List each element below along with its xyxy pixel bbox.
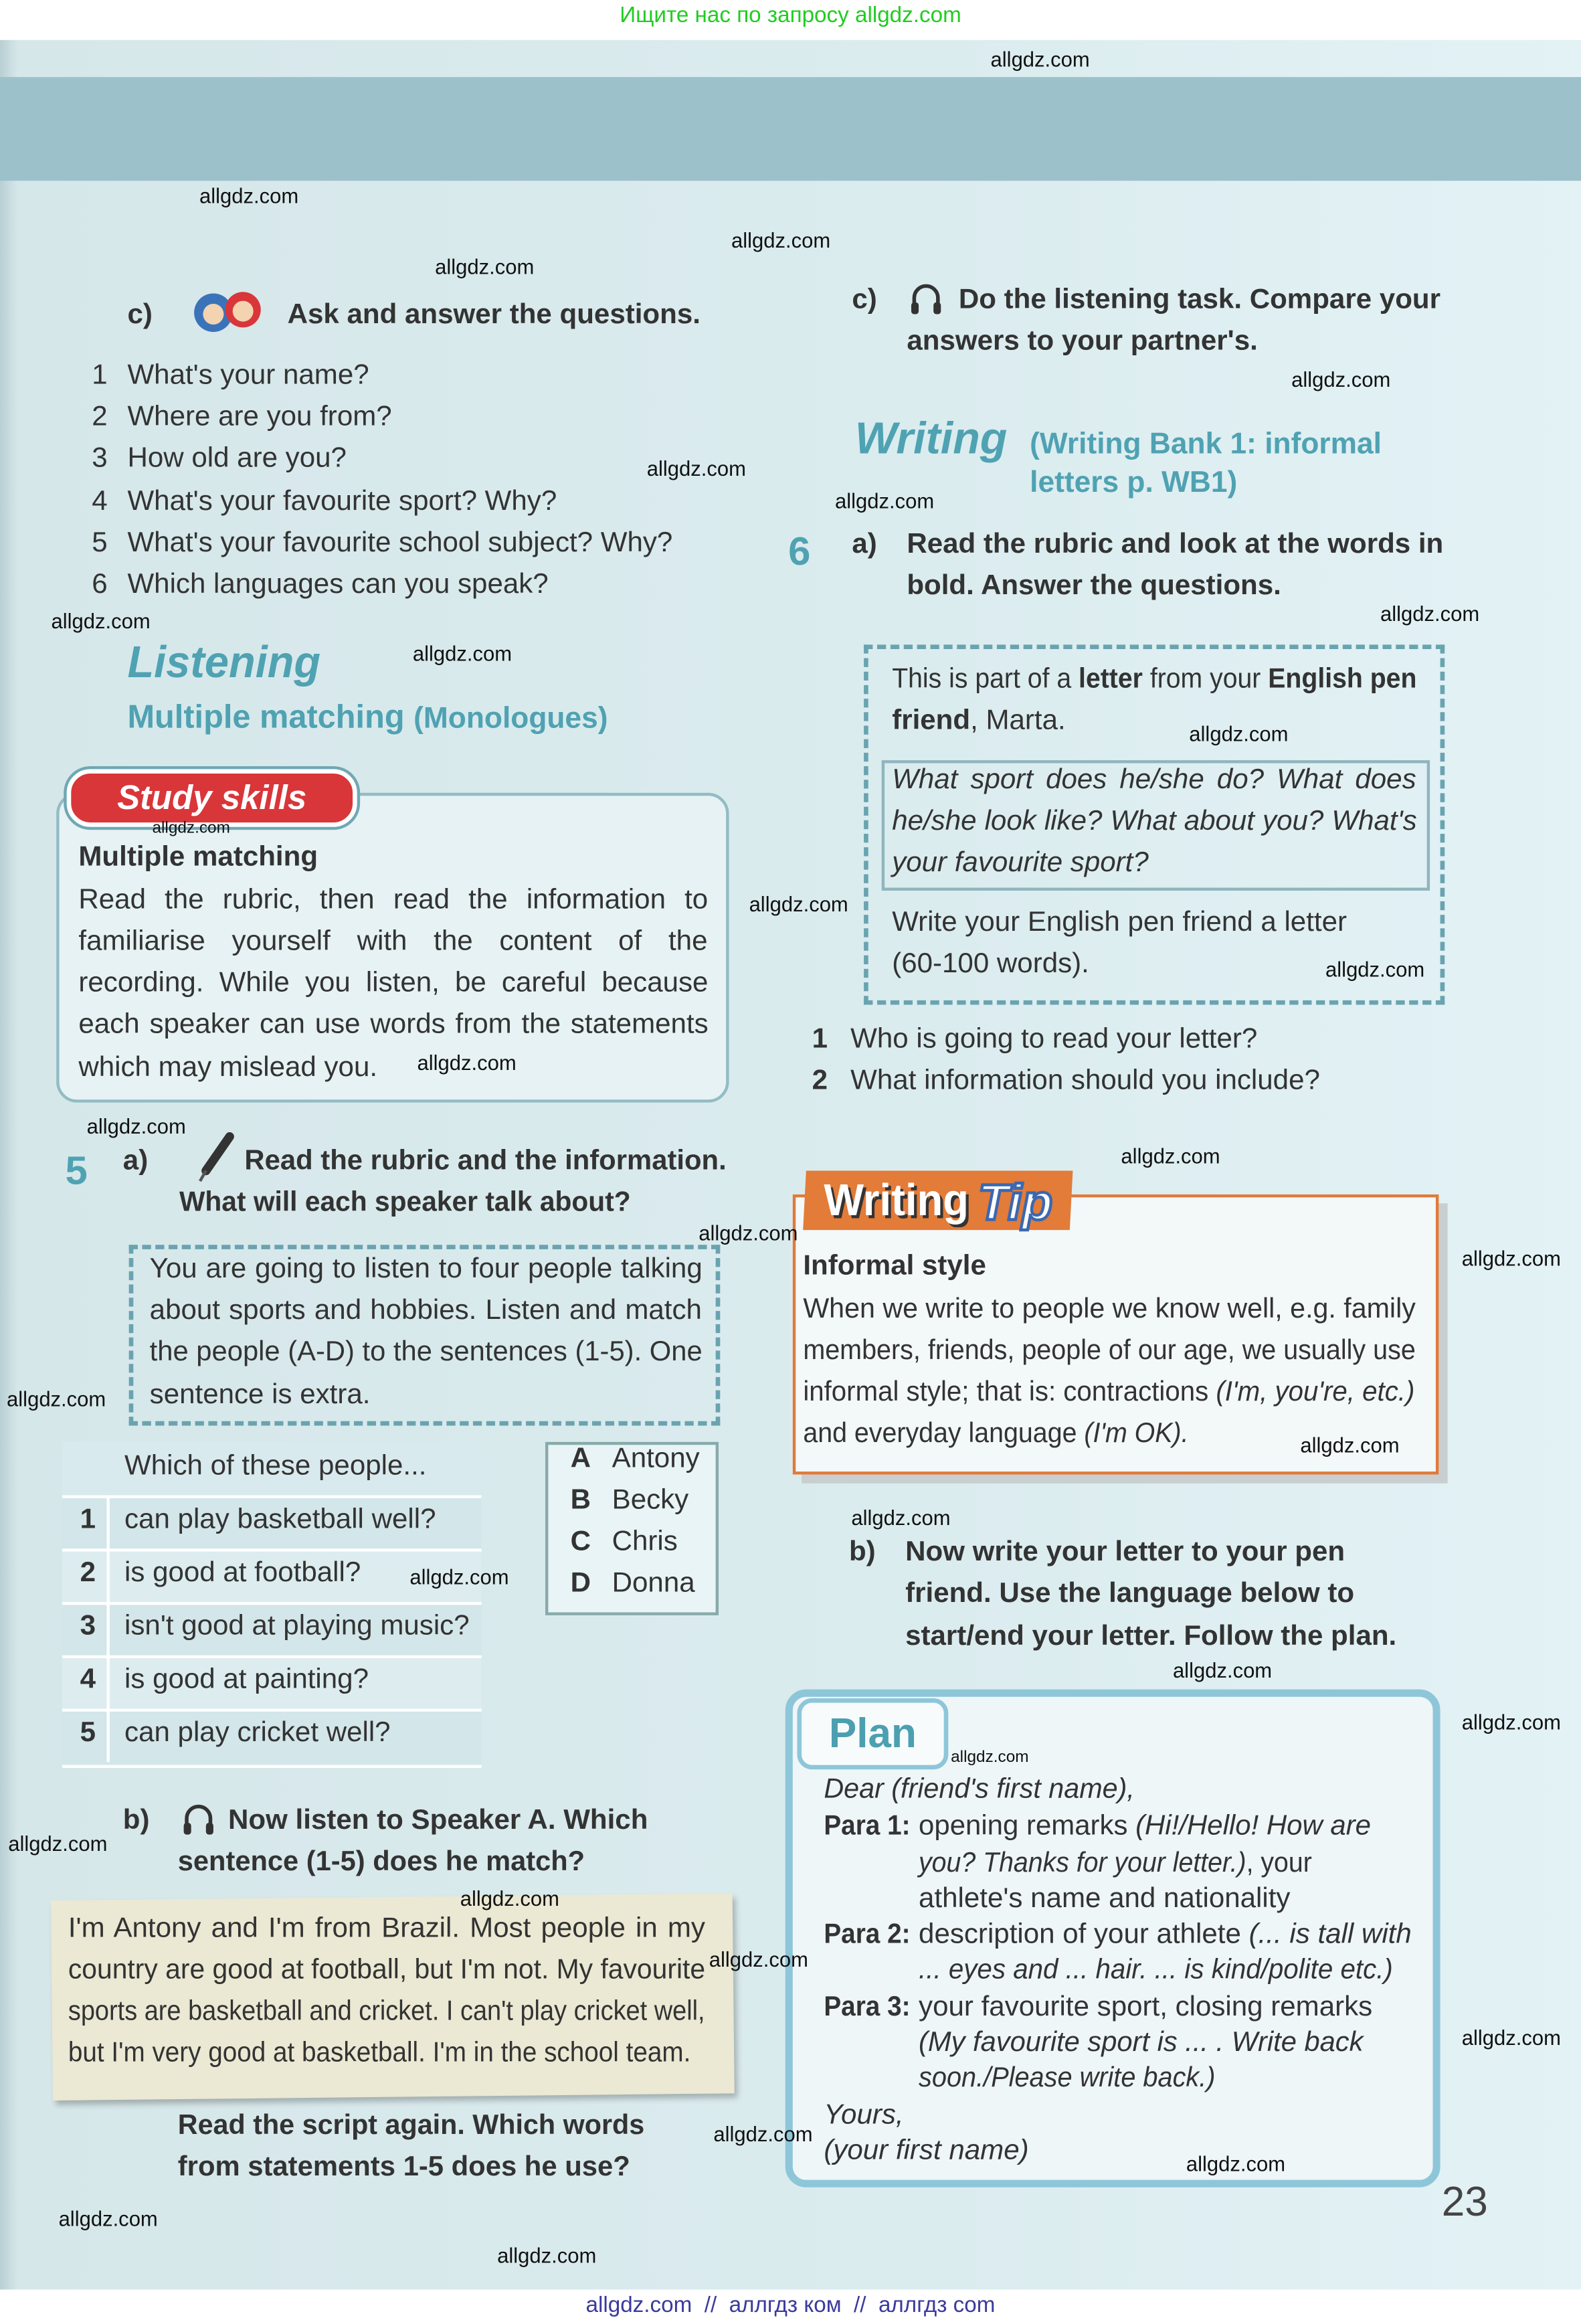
script-line: country are good at football, but I'm not. My favourite [68, 1955, 706, 1986]
writing-tip-heading: Informal style [803, 1251, 986, 1282]
watermark-text: allgdz.com [749, 892, 848, 916]
rubric-line: You are going to listen to four people talking [149, 1253, 703, 1285]
person-letter: D [570, 1568, 591, 1599]
writing-tip-line: members, friends, people of our age, we usually use [803, 1335, 1416, 1366]
watermark-text: allgdz.com [1461, 2026, 1561, 2050]
italic-text: you? Thanks for your letter.) [919, 1848, 1246, 1880]
italic-text: (... is tall with [1248, 1918, 1412, 1951]
question-text: Who is going to read your letter? [850, 1024, 1258, 1055]
writing-tip-badge-tip: Tip [978, 1175, 1053, 1232]
rubric-line: the people (A-D) to the sentences (1-5). One [149, 1336, 703, 1368]
bold-word: friend [892, 705, 971, 737]
top-banner[interactable]: Ищите нас по запросу allgdz.com [620, 3, 961, 29]
writing-heading: Writing [854, 415, 1008, 464]
text: and everyday language [803, 1418, 1085, 1449]
letter-question-line: he/she look like? What about you? What's [892, 806, 1417, 838]
footer-links[interactable]: allgdz.com // аллгдз ком // аллгдз com [585, 2292, 996, 2318]
study-skills-line: each speaker can use words from the statements [78, 1009, 709, 1041]
question-number: 6 [92, 569, 108, 600]
watermark-text: allgdz.com [1461, 1710, 1561, 1734]
question-text: What information should you include? [850, 1065, 1320, 1097]
row-number: 3 [80, 1611, 96, 1642]
watermark-text: allgdz.com [1121, 1144, 1220, 1168]
ex6b-label: b) [848, 1536, 876, 1569]
watermark-text: allgdz.com [646, 456, 746, 480]
writing-tip-line: When we write to people we know well, e.g. family [803, 1293, 1416, 1325]
person-name: Chris [612, 1526, 678, 1558]
ex6b-line: friend. Use the language below to [905, 1578, 1355, 1610]
question-text: What's your favourite school subject? Why? [127, 527, 673, 559]
watermark-text: allgdz.com [51, 609, 151, 633]
letter-rubric-line1 [892, 662, 1416, 698]
text: opening remarks [919, 1811, 1136, 1842]
question-text: Which languages can you speak? [127, 569, 549, 600]
letter-task-line1: Write your English pen friend a letter [892, 907, 1347, 938]
watermark-text: allgdz.com [1291, 367, 1391, 391]
person-name: Becky [612, 1485, 689, 1516]
ex5b-line1: Now listen to Speaker A. Which [228, 1805, 648, 1836]
right-c-label: c) [852, 284, 877, 316]
italic-text: (I'm, you're, etc.) [1216, 1376, 1415, 1408]
person-letter: A [570, 1443, 591, 1475]
ex6a-label: a) [852, 529, 877, 561]
question-text: How old are you? [127, 443, 347, 474]
text: from your [1142, 664, 1269, 695]
ex-c-instruction: Ask and answer the questions. [287, 299, 701, 331]
watermark-text: allgdz.com [8, 1831, 108, 1856]
bold-word: letter [1079, 664, 1143, 695]
watermark-text: allgdz.com [1461, 1246, 1561, 1270]
writing-tip-line [803, 1417, 1188, 1452]
headphones-icon [181, 1802, 216, 1838]
watermark-text: allgdz.com [951, 1749, 1029, 1767]
para3-label: Para 3: [824, 1991, 911, 2023]
ex6a-line1: Read the rubric and look at the words in [907, 529, 1444, 561]
writing-ref-line1: (Writing Bank 1: informal [1030, 428, 1382, 461]
question-number: 2 [812, 1065, 828, 1097]
watermark-text: allgdz.com [709, 1947, 808, 1971]
row-text: is good at football? [124, 1557, 361, 1589]
ex5b-line2: sentence (1-5) does he match? [177, 1846, 585, 1878]
ex6a-line2: bold. Answer the questions. [907, 570, 1281, 602]
question-number: 4 [92, 486, 108, 517]
question-number: 2 [92, 401, 108, 433]
table-divider [106, 1496, 109, 1763]
watermark-text: allgdz.com [58, 2206, 158, 2230]
headphones-icon [909, 282, 944, 317]
right-c-line2: answers to your partner's. [907, 326, 1258, 357]
watermark-text: allgdz.com [699, 1221, 798, 1245]
text: description of your athlete [919, 1918, 1249, 1951]
script-line: but I'm very good at basketball. I'm in the school team. [68, 2038, 691, 2069]
question-number: 5 [92, 527, 108, 559]
pair-talk-icon [187, 289, 270, 337]
bold-word: English pen [1268, 664, 1417, 695]
watermark-text: allgdz.com [7, 1387, 106, 1411]
right-c-line1: Do the listening task. Compare your [958, 284, 1440, 316]
row-number: 2 [80, 1557, 96, 1589]
watermark-text: allgdz.com [460, 1886, 559, 1910]
letter-rubric-line2 [892, 704, 1066, 739]
ex-c-label: c) [127, 299, 153, 331]
ex5a-line1: Read the rubric and the information. [244, 1145, 727, 1177]
row-text: can play cricket well? [124, 1717, 391, 1749]
person-letter: B [570, 1485, 591, 1516]
italic-text: (I'm OK). [1084, 1418, 1189, 1449]
person-name: Antony [612, 1443, 700, 1475]
question-text: What's your favourite sport? Why? [127, 486, 557, 517]
text: informal style; that is: contractions [803, 1376, 1216, 1408]
watermark-text: allgdz.com [199, 183, 299, 208]
script-line: I'm Antony and I'm from Brazil. Most people in my [68, 1913, 705, 1945]
row-text: is good at painting? [124, 1664, 369, 1696]
header-band [0, 77, 1581, 181]
watermark-text: allgdz.com [835, 488, 935, 513]
para1-line2 [919, 1846, 1312, 1882]
letter-question-line: What sport does he/she do? What does [892, 764, 1416, 796]
watermark-text: allgdz.com [731, 228, 831, 252]
question-number: 3 [92, 443, 108, 474]
row-number: 5 [80, 1717, 96, 1749]
study-skills-line: which may mislead you. [78, 1052, 378, 1083]
watermark-text: allgdz.com [1189, 721, 1289, 745]
question-number: 1 [812, 1024, 828, 1055]
subheading-main: Multiple matching [127, 698, 405, 735]
watermark-text: allgdz.com [713, 2122, 813, 2146]
subheading-paren: (Monologues) [413, 702, 608, 735]
listening-subheading [127, 697, 608, 739]
text: , your [1246, 1848, 1312, 1880]
watermark-text: allgdz.com [1186, 2151, 1286, 2176]
table-header: Which of these people... [124, 1451, 427, 1482]
para1-line1 [919, 1809, 1371, 1845]
para1-line3: athlete's name and nationality [919, 1883, 1291, 1915]
question-text: What's your name? [127, 360, 369, 391]
study-skills-line: recording. While you listen, be careful because [78, 968, 709, 999]
rubric-line: about sports and hobbies. Listen and match [149, 1295, 702, 1327]
pen-icon [194, 1132, 236, 1186]
study-skills-badge: Study skills [67, 769, 357, 826]
study-skills-heading: Multiple matching [78, 841, 318, 873]
person-letter: C [570, 1526, 591, 1558]
watermark-text: allgdz.com [497, 2243, 597, 2268]
writing-tip-line [803, 1375, 1414, 1411]
para2-label: Para 2: [824, 1918, 911, 1951]
writing-ref-line2: letters p. WB1) [1030, 466, 1238, 500]
study-skills-line: Read the rubric, then read the information to [78, 885, 709, 916]
plan-closing: Yours, [824, 2100, 904, 2131]
ex5b-label: b) [122, 1805, 150, 1836]
exercise-6-number: 6 [788, 529, 811, 574]
plan-label: Plan [797, 1698, 948, 1769]
rubric-line: sentence is extra. [149, 1379, 371, 1411]
row-text: can play basketball well? [124, 1504, 436, 1536]
para3-line2: (My favourite sport is ... . Write back [919, 2027, 1364, 2059]
ex5a-line2: What will each speaker talk about? [179, 1186, 631, 1219]
row-text: isn't good at playing music? [124, 1611, 470, 1642]
watermark-text: allgdz.com [1380, 602, 1480, 626]
watermark-text: allgdz.com [1300, 1433, 1400, 1457]
para2-line1 [919, 1918, 1412, 1953]
row-number: 4 [80, 1664, 96, 1696]
watermark-text: allgdz.com [417, 1051, 517, 1075]
watermark-text: allgdz.com [152, 819, 230, 838]
letter-task-line2: (60-100 words). [892, 948, 1089, 980]
study-skills-line: familiarise yourself with the content of the [78, 926, 708, 958]
watermark-text: allgdz.com [990, 47, 1090, 72]
listening-heading: Listening [127, 638, 321, 688]
reread-line2: from statements 1-5 does he use? [177, 2151, 630, 2183]
ex6b-line: start/end your letter. Follow the plan. [905, 1621, 1397, 1653]
para2-line2: ... eyes and ... hair. ... is kind/polite etc.) [919, 1955, 1393, 1986]
plan-greeting: Dear (friend's first name), [824, 1773, 1135, 1805]
watermark-text: allgdz.com [412, 641, 513, 666]
watermark-text: allgdz.com [86, 1114, 186, 1138]
ex6b-line: Now write your letter to your pen [905, 1536, 1345, 1569]
person-name: Donna [612, 1568, 695, 1599]
writing-tip-badge-word: Writing [824, 1176, 969, 1226]
script-line: sports are basketball and cricket. I can't play cricket well, [68, 1996, 705, 2028]
plan-signature: (your first name) [824, 2135, 1029, 2167]
para1-label: Para 1: [824, 1811, 911, 1842]
watermark-text: allgdz.com [435, 254, 535, 279]
reread-line1: Read the script again. Which words [177, 2110, 645, 2142]
letter-question-line: your favourite sport? [892, 847, 1149, 879]
para3-line3: soon./Please write back.) [919, 2062, 1216, 2094]
row-number: 1 [80, 1504, 96, 1536]
page-number: 23 [1441, 2178, 1488, 2225]
question-number: 1 [92, 360, 108, 391]
italic-text: (Hi!/Hello! How are [1135, 1811, 1372, 1842]
watermark-text: allgdz.com [1172, 1658, 1273, 1682]
watermark-text: allgdz.com [851, 1506, 951, 1530]
exercise-5-number: 5 [65, 1148, 88, 1193]
watermark-text: allgdz.com [409, 1565, 509, 1589]
watermark-text: allgdz.com [1325, 957, 1425, 982]
ex5a-label: a) [122, 1145, 149, 1177]
text: , Marta. [970, 705, 1066, 737]
para3-line1: your favourite sport, closing remarks [919, 1991, 1373, 2023]
text: This is part of a [892, 664, 1079, 695]
question-text: Where are you from? [127, 401, 392, 433]
